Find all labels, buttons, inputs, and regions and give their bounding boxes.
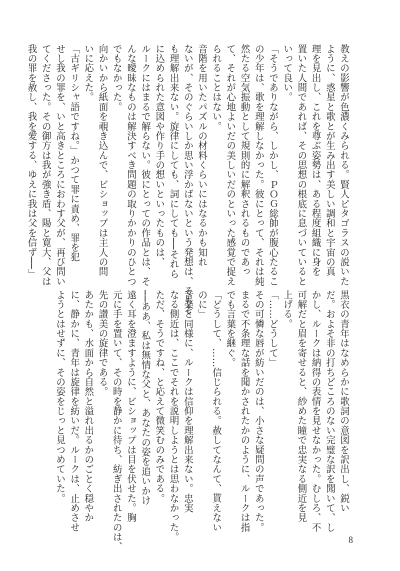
text-line-lower: あたかも、水面から自然と溢れ出るかのごとく穏やか — [82, 290, 94, 523]
text-line-lower: その可憐な唇が紡いだのは、小さな疑問の声であった。 — [252, 290, 264, 533]
text-line-upper: も理解出来ない。旋律にしても、詞にしても──それら — [167, 44, 179, 279]
text-line-upper: 然たる空気振動として規則的に解釈されるものであっ — [238, 44, 250, 277]
text-line-lower: まるで不条理な話を聞かされたかのように、ルークは指 — [238, 290, 250, 533]
text-line-upper: ルークにはまるで解らない。彼にとっての作品とは、そ — [139, 44, 151, 287]
text-line-upper: 置いた人間であれば、その思想の根底に息づいていると — [295, 44, 307, 287]
text-line-upper: 我の罪を赦し、我を愛する、ゆえに我は父を信ず──」 — [25, 44, 37, 279]
text-line-upper: んな曖昧なものは解決すべき問題の取りかかりのひとつ — [124, 44, 136, 287]
text-line-upper: に込められた意図や作り手の想いといったものは、 — [153, 44, 165, 267]
text-line-lower: ようとはせずに、その姿をじっと見つめていた。 — [53, 290, 65, 504]
text-line-lower: ──ああ、私は無情な父と、あなたの姿を追いかけ — [139, 290, 151, 506]
page-number: 8 — [348, 535, 353, 545]
text-line-upper: 音階を用いたパズルの材料くらいにはなるかも知れ — [195, 44, 207, 267]
text-line-lower: なる側近は、ここでそれを説明しようとは思わなかった。 — [167, 290, 179, 542]
text-line-upper: 理を見出し、これを尊ぶ姿勢は、ある程度組織に身を — [309, 44, 321, 277]
text-line-upper: 教えの影響が色濃くみられる。賢人ピタゴラスの説いた — [338, 44, 349, 287]
text-line-upper: られることはない。 — [210, 44, 222, 132]
text-line-lower: 「……どうして」 — [266, 290, 278, 368]
text-line-lower: に、静かに、青年は旋律を紡いだ。ルークは、止めさせ — [68, 290, 80, 533]
text-line-upper: てくださった。その御方は我が強き盾、陽と寛大、父は — [39, 44, 51, 287]
text-line-lower: 上げる。 — [281, 290, 293, 329]
text-line-upper: の少年は、歌を理解しなかった。彼にとって、それは純 — [252, 44, 264, 287]
text-line-lower: かし、ルークは納得の表情を見せなかった。むしろ、不 — [309, 290, 321, 533]
text-line-upper: 「古ギリシャ語ですね。」かつて罪に責め、罪を犯 — [68, 44, 80, 263]
text-column-lower — [50, 290, 350, 552]
text-line-upper: ように、惑星と歌とが生み出す美しい調和と宇宙の真 — [323, 44, 335, 277]
text-line-upper: いって良い。 — [281, 44, 293, 103]
text-line-upper: ないが、そのぐらいしか思い浮かばないという発想は、そもそ — [181, 44, 193, 316]
text-line-lower: 元に手を置いて、その時を静かに待ち、紡ぎ出されたのは、 — [110, 290, 122, 552]
text-line-upper: でもなかった。 — [110, 44, 122, 112]
text-line-upper: せし我の罪を、いと高きところにおわす父が、再び問い — [53, 44, 65, 287]
text-line-upper: いに応えた。 — [82, 44, 94, 103]
text-line-lower: だ。およそ非の打ちどころのない完璧な訳を聞いて、し — [323, 290, 335, 533]
text-line-lower: 「どうして、……信じられる。赦してなんて、貰えない — [210, 290, 222, 533]
text-line-upper: て、それが心地よいだの美しいだのといった感覚で捉え — [224, 44, 236, 287]
text-line-lower: 音楽と同様に、ルークは信仰を理解出来ない。忠実 — [181, 290, 193, 513]
text-line-lower: 可解だと眉を寄せると、紗めた瞳で忠実なる側近を見 — [295, 290, 307, 523]
text-line-lower: 黒衣の青年はなめらかに歌詞の意図を訳出し、鋭い — [338, 290, 349, 513]
text-line-lower: でも言葉を継ぐ。 — [224, 290, 236, 368]
text-line-lower: 先の讃美の旋律である。 — [96, 290, 108, 397]
text-line-upper: 「そうでありながら、しかし、ＰＯＧ総帥が腹心たるこ — [266, 44, 278, 287]
text-line-upper: 向かいから紙面を覗き込んで、ビショップは主人の問 — [96, 44, 108, 277]
text-line-lower: 遠く耳を澄ますように、ビショップは目を伏せた。胸 — [124, 290, 136, 523]
text-line-lower: ただ、そうですね、と応えて微笑むのみである。 — [153, 290, 165, 504]
text-line-lower: のに」 — [195, 290, 207, 320]
